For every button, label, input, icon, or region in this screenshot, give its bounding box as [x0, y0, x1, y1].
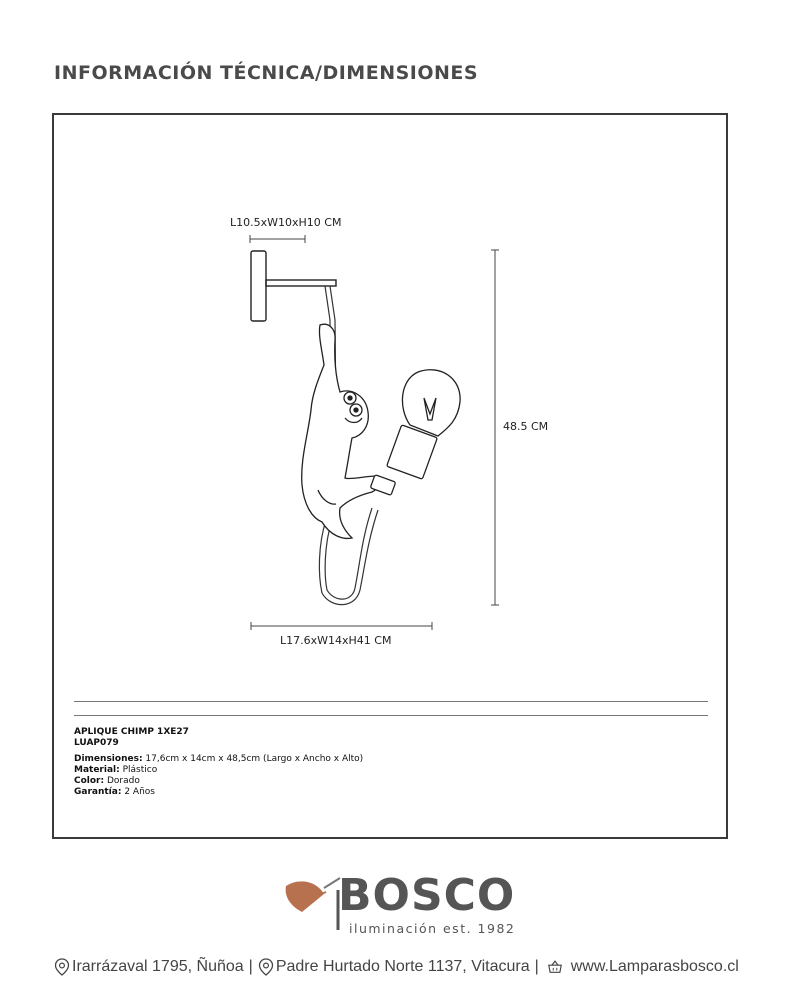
spec-row-color: Color: Dorado — [74, 776, 140, 786]
brand-tagline: iluminación est. 1982 — [349, 921, 516, 936]
page-title: INFORMACIÓN TÉCNICA/DIMENSIONES — [54, 62, 479, 84]
divider-line — [74, 701, 708, 702]
footer-contact-bar — [54, 955, 754, 979]
dimension-bottom-label: L17.6xW14xH41 CM — [280, 634, 392, 647]
spec-row-material: Material: Plástico — [74, 765, 158, 775]
dimension-height-label: 48.5 CM — [503, 420, 549, 433]
light-bulb-icon — [402, 370, 460, 436]
address-nunoa: Irarrázaval 1795, Ñuñoa — [72, 958, 244, 975]
spec-row-warranty: Garantía: 2 Años — [74, 787, 155, 797]
dimension-top-line — [250, 235, 305, 243]
footer-separator: | — [534, 958, 539, 975]
shopping-basket-icon — [547, 958, 563, 976]
divider-line — [74, 715, 708, 716]
address-vitacura: Padre Hurtado Norte 1137, Vitacura — [275, 958, 530, 975]
footer-separator: | — [248, 958, 253, 975]
lamp-socket-icon — [370, 425, 437, 496]
dimension-bottom-line — [251, 622, 432, 630]
location-pin-icon — [258, 958, 274, 976]
dimension-top-label: L10.5xW10xH10 CM — [230, 216, 342, 229]
monkey-figure-icon — [302, 324, 380, 538]
spec-row-dimensions: Dimensiones: 17,6cm x 14cm x 48,5cm (Largo x Ancho x Alto) — [74, 754, 364, 764]
website-link[interactable]: www.Lamparasbosco.cl — [570, 958, 739, 975]
location-pin-icon — [54, 958, 70, 976]
product-code: LUAP079 — [74, 738, 119, 748]
dimension-height-line — [491, 250, 499, 605]
wall-mount-icon — [251, 251, 336, 321]
product-name: APLIQUE CHIMP 1XE27 — [74, 727, 189, 737]
brand-name: BOSCO — [338, 870, 516, 921]
product-specs — [74, 727, 363, 798]
